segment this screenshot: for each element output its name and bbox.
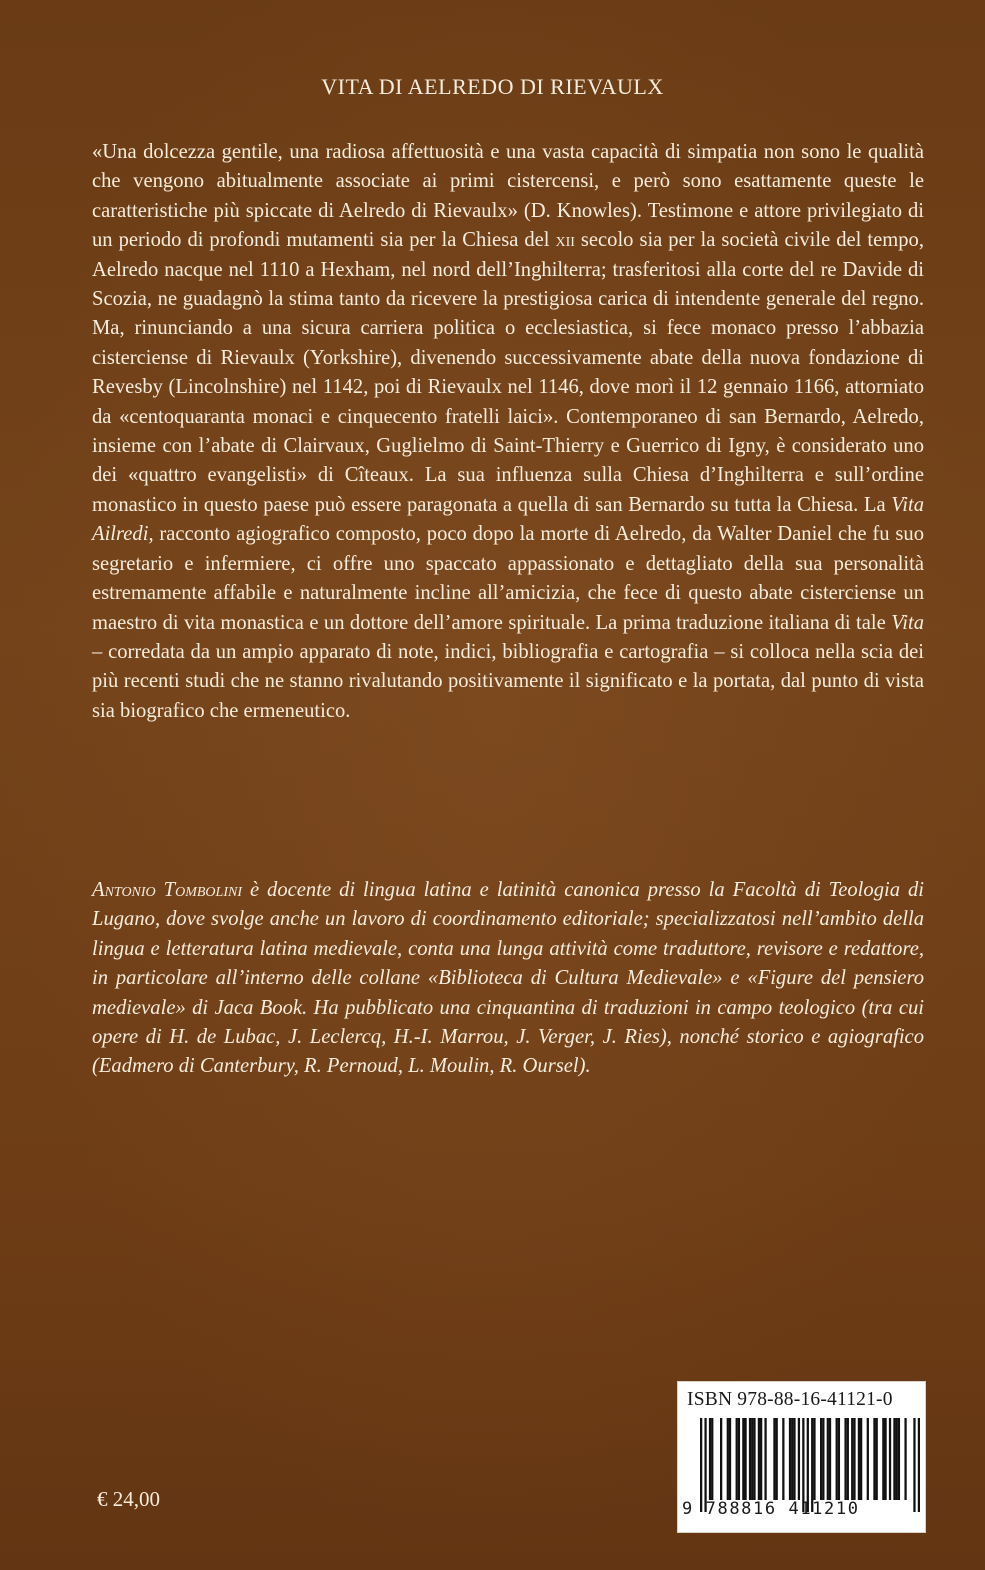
barcode-bar bbox=[820, 1418, 822, 1500]
barcode-bar bbox=[791, 1418, 793, 1500]
barcode-bar bbox=[753, 1418, 755, 1500]
barcode-bar bbox=[789, 1418, 791, 1500]
barcode-bar bbox=[782, 1418, 784, 1500]
barcode-bar bbox=[802, 1418, 804, 1512]
barcode-bar bbox=[904, 1418, 906, 1500]
century-numeral: xii bbox=[555, 229, 575, 252]
barcode-bar bbox=[711, 1418, 713, 1500]
barcode-bar bbox=[913, 1418, 915, 1512]
work-title-vita: Vita bbox=[891, 611, 924, 634]
barcode-bar bbox=[860, 1418, 862, 1500]
barcode-bar bbox=[876, 1418, 878, 1500]
barcode-bar bbox=[807, 1418, 809, 1512]
barcode-bars bbox=[700, 1418, 920, 1512]
barcode-bar bbox=[798, 1418, 800, 1500]
author-bio bbox=[92, 876, 924, 1082]
barcode-bar bbox=[847, 1418, 849, 1500]
barcode-bar bbox=[742, 1418, 744, 1500]
barcode-bar bbox=[758, 1418, 760, 1500]
barcode-bar bbox=[736, 1418, 738, 1500]
work-title-vita-ailredi: Vita Ailredi bbox=[92, 493, 924, 546]
barcode-digits: 9 788816 411210 bbox=[682, 1499, 860, 1519]
barcode-bar bbox=[844, 1418, 846, 1500]
barcode-bar bbox=[700, 1418, 702, 1512]
barcode-bar bbox=[851, 1418, 853, 1500]
barcode-bar bbox=[838, 1418, 840, 1500]
barcode-bar bbox=[873, 1418, 875, 1500]
barcode-bar bbox=[896, 1418, 898, 1500]
barcode-bar bbox=[764, 1418, 766, 1500]
description-part-1: «Una dolcezza gentile, una radiosa affettuosità e una vasta capacità di simpatia non sono le qualità che vengono abitualmente associate ai primi cistercensi, e però sono esattamente queste le caratteristiche più spiccate di Aelredo di Rievaulx» (D. Knowles). Testimone e attore privilegiato di un periodo di profondi mutamenti sia per la Chiesa del bbox=[92, 141, 924, 252]
barcode-bar bbox=[751, 1418, 753, 1500]
barcode-bar bbox=[749, 1418, 751, 1500]
barcode-bar bbox=[813, 1418, 815, 1500]
barcode-bar bbox=[811, 1418, 813, 1512]
barcode-bar bbox=[709, 1418, 711, 1500]
barcode-bar bbox=[729, 1418, 731, 1500]
barcode-bar bbox=[858, 1418, 860, 1500]
barcode-bar bbox=[793, 1418, 795, 1500]
price-label: € 24,00 bbox=[97, 1487, 160, 1511]
barcode-bar bbox=[738, 1418, 740, 1500]
description-part-3: , racconto agiografico composto, poco dopo la morte di Aelredo, da Walter Daniel che fu suo segretario e infermiere, ci offre uno spaccato appassionato e dettagliato della sua personalità estremamente affabile e naturalmente incline all’amicizia, che fece di questo abate cisterciense un maestro di vita monastica e un dottore dell’amore spirituale. La prima traduzione italiana di tale bbox=[92, 523, 924, 634]
isbn-label: ISBN 978-88-16-41121-0 bbox=[687, 1389, 893, 1410]
barcode-bar bbox=[822, 1418, 824, 1500]
barcode-bar bbox=[827, 1418, 829, 1500]
barcode-bar bbox=[773, 1418, 775, 1500]
author-name: Antonio Tombolini bbox=[92, 879, 242, 901]
barcode-bar bbox=[889, 1418, 891, 1500]
barcode-bar bbox=[776, 1418, 778, 1500]
barcode-bar bbox=[853, 1418, 855, 1500]
barcode-bar bbox=[867, 1418, 869, 1500]
barcode-bar bbox=[882, 1418, 884, 1500]
barcode-bar bbox=[884, 1418, 886, 1500]
barcode-bar bbox=[836, 1418, 838, 1500]
barcode-bar bbox=[829, 1418, 831, 1500]
barcode-bar bbox=[760, 1418, 762, 1500]
description-part-4: – corredata da un ampio apparato di note, indici, bibliografia e cartografia – si colloca nella scia dei più recenti studi che ne stanno rivalutando positivamente il significato e la portata, dal punto di vista sia biografico che ermeneutico. bbox=[92, 640, 924, 722]
barcode-bar bbox=[893, 1418, 895, 1500]
barcode-bar bbox=[744, 1418, 746, 1500]
book-description bbox=[92, 138, 924, 726]
description-part-2: secolo sia per la società civile del tempo, Aelredo nacque nel 1110 a Hexham, nel nord dell’Inghilterra; trasferitosi alla corte del re Davide di Scozia, ne guadagnò la stima tanto da ricevere la prestigiosa carica di intendente generale del regno. Ma, rinunciando a una sicura carriera politica o ecclesiastica, si fece monaco presso l’abbazia cisterciense di Rievaulx (Yorkshire), divenendo successivamente abate della nuova fondazione di Revesby (Lincolnshire) nel 1142, poi di Rievaulx nel 1146, dove morì il 12 gennaio 1166, attorniato da «centoquaranta monaci e cinquecento fratelli laici». Contemporaneo di san Bernardo, Aelredo, insieme con l’abate di Clairvaux, Guglielmo di Saint-Thierry e Guerrico di Igny, è considerato uno dei «quattro evangelisti» di Cîteaux. La sua influenza sulla Chiesa d’Inghilterra e sull’ordine monastico in questo paese può essere paragonata a quella di san Bernardo su tutta la Chiesa. La bbox=[92, 229, 924, 516]
isbn-barcode bbox=[677, 1381, 926, 1533]
book-title: VITA DI AELREDO DI RIEVAULX bbox=[321, 74, 664, 99]
barcode-bar bbox=[727, 1418, 729, 1500]
barcode-bar bbox=[898, 1418, 900, 1500]
barcode-bar bbox=[918, 1418, 920, 1512]
barcode-bar bbox=[704, 1418, 706, 1512]
author-bio-text: è docente di lingua latina e latinità canonica presso la Facoltà di Teologia di Lugano, dove svolge anche un lavoro di coordinamento editoriale; specializzatosi nell’ambito della lingua e letteratura latina medievale, conta una lunga attività come traduttore, revisore e redattore, in particolare all’interno delle collane «Biblioteca di Cultura Medievale» e «Figure del pensiero medievale» di Jaca Book. Ha pubblicato una cinquantina di traduzioni in campo teologico (tra cui opere di H. de Lubac, J. Leclercq, H.-I. Marrou, J. Verger, J. Ries), nonché storico e agiografico (Eadmero di Canterbury, R. Pernoud, L. Moulin, R. Oursel). bbox=[92, 879, 924, 1078]
barcode-bar bbox=[720, 1418, 722, 1500]
